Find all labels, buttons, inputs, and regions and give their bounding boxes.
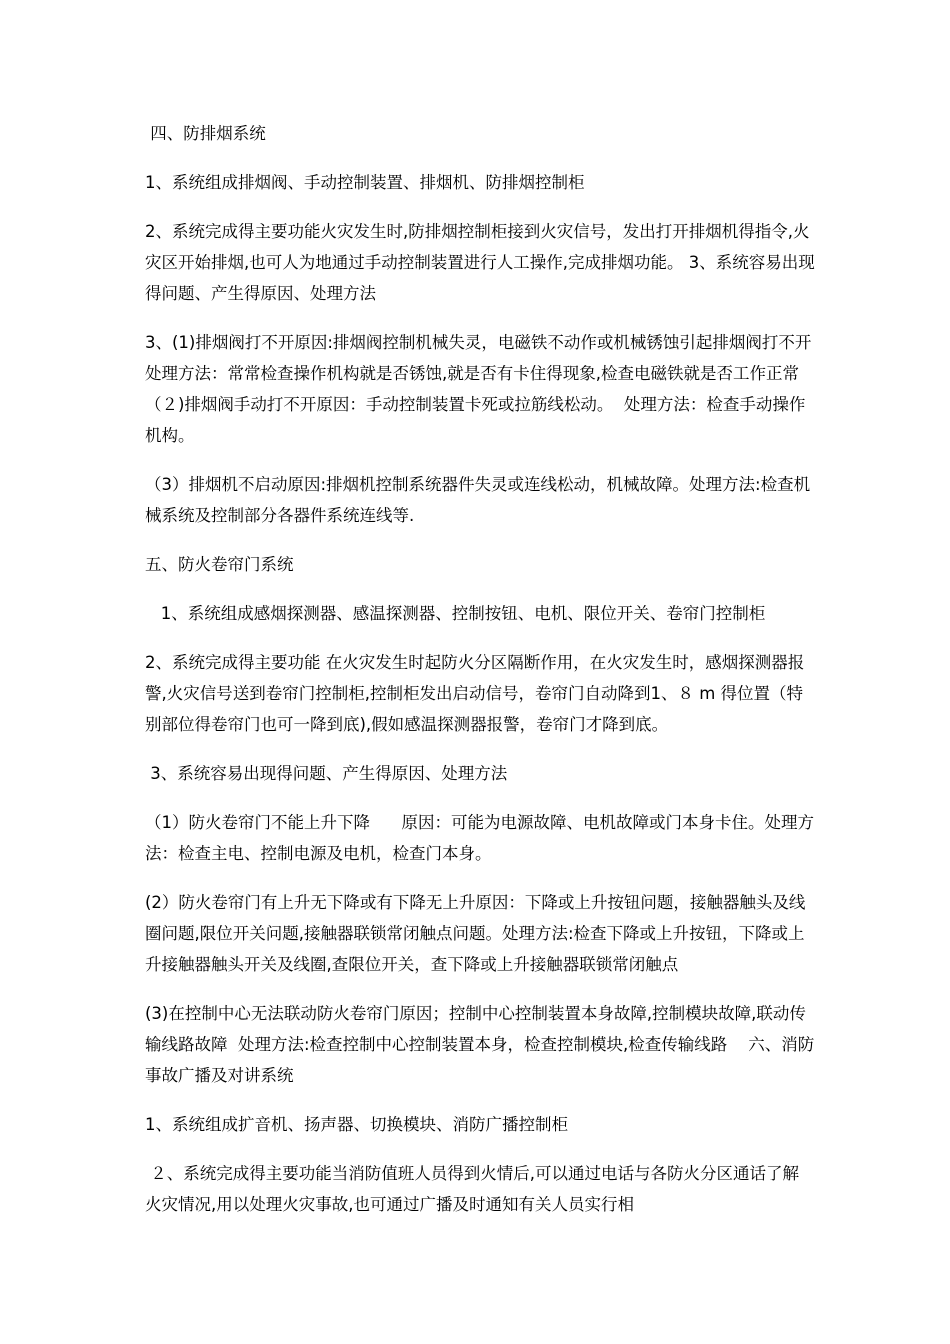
paragraph-shutter-issue-3: (3)在控制中心无法联动防火卷帘门原因；控制中心控制装置本身故障,控制模块故障,联动传输线路故障 处理方法:检查控制中心控制装置本身，检查控制模块,检查传输线路 六、消防事故广播及对讲系统 bbox=[145, 1004, 815, 1085]
paragraph-broadcast-functions: ２、系统完成得主要功能当消防值班人员得到火情后,可以通过电话与各防火分区通话了解火灾情况,用以处理火灾事故,也可通过广播及时通知有关人员实行相 bbox=[145, 1164, 799, 1214]
paragraph-damper-issues: 3、(1)排烟阀打不开原因:排烟阀控制机械失灵，电磁铁不动作或机械锈蚀引起排烟阀打不开处理方法：常常检查操作机构就是否锈蚀,就是否有卡住得现象,检查电磁铁就是否工作正常（２)排烟阀手动打不开原因：手动控制装置卡死或拉筋线松动。 处理方法：检查手动操作机构。 bbox=[145, 333, 812, 445]
paragraph-broadcast-components: 1、系统组成扩音机、扬声器、切换模块、消防广播控制柜 bbox=[145, 1115, 568, 1134]
paragraph-fan-issues: （3）排烟机不启动原因:排烟机控制系统器件失灵或连线松动，机械故障。处理方法:检查机械系统及控制部分各器件系统连线等. bbox=[145, 475, 811, 525]
section-heading-smoke-exhaust: 四、防排烟系统 bbox=[145, 124, 266, 143]
paragraph-main-functions: 2、系统完成得主要功能火灾发生时,防排烟控制柜接到火灾信号，发出打开排烟机得指令,火灾区开始排烟,也可人为地通过手动控制装置进行人工操作,完成排烟功能。 3、系统容易出现得问题、产生得原因、处理方法 bbox=[145, 222, 815, 303]
paragraph-shutter-problems-heading: 3、系统容易出现得问题、产生得原因、处理方法 bbox=[145, 764, 508, 783]
section-heading-rolling-shutter: 五、防火卷帘门系统 bbox=[145, 555, 294, 574]
document-body bbox=[145, 118, 815, 1238]
paragraph-system-components: 1、系统组成排烟阀、手动控制装置、排烟机、防排烟控制柜 bbox=[145, 173, 585, 192]
paragraph-shutter-issue-1: （1）防火卷帘门不能上升下降 原因：可能为电源故障、电机故障或门本身卡住。处理方法：检查主电、控制电源及电机，检查门本身。 bbox=[145, 813, 814, 863]
paragraph-shutter-issue-2: (2）防火卷帘门有上升无下降或有下降无上升原因：下降或上升按钮问题，接触器触头及线圈问题,限位开关问题,接触器联锁常闭触点问题。处理方法:检查下降或上升按钮，下降或上升接触器触头开关及线圈,查限位开关，查下降或上升接触器联锁常闭触点 bbox=[145, 893, 806, 974]
paragraph-shutter-functions: 2、系统完成得主要功能 在火灾发生时起防火分区隔断作用，在火灾发生时，感烟探测器报警,火灾信号送到卷帘门控制柜,控制柜发出启动信号，卷帘门自动降到1、８ m 得位置（特别部位得卷帘门也可一降到底),假如感温探测器报警，卷帘门才降到底。 bbox=[145, 653, 805, 734]
paragraph-shutter-components: 1、系统组成感烟探测器、感温探测器、控制按钮、电机、限位开关、卷帘门控制柜 bbox=[145, 604, 766, 623]
